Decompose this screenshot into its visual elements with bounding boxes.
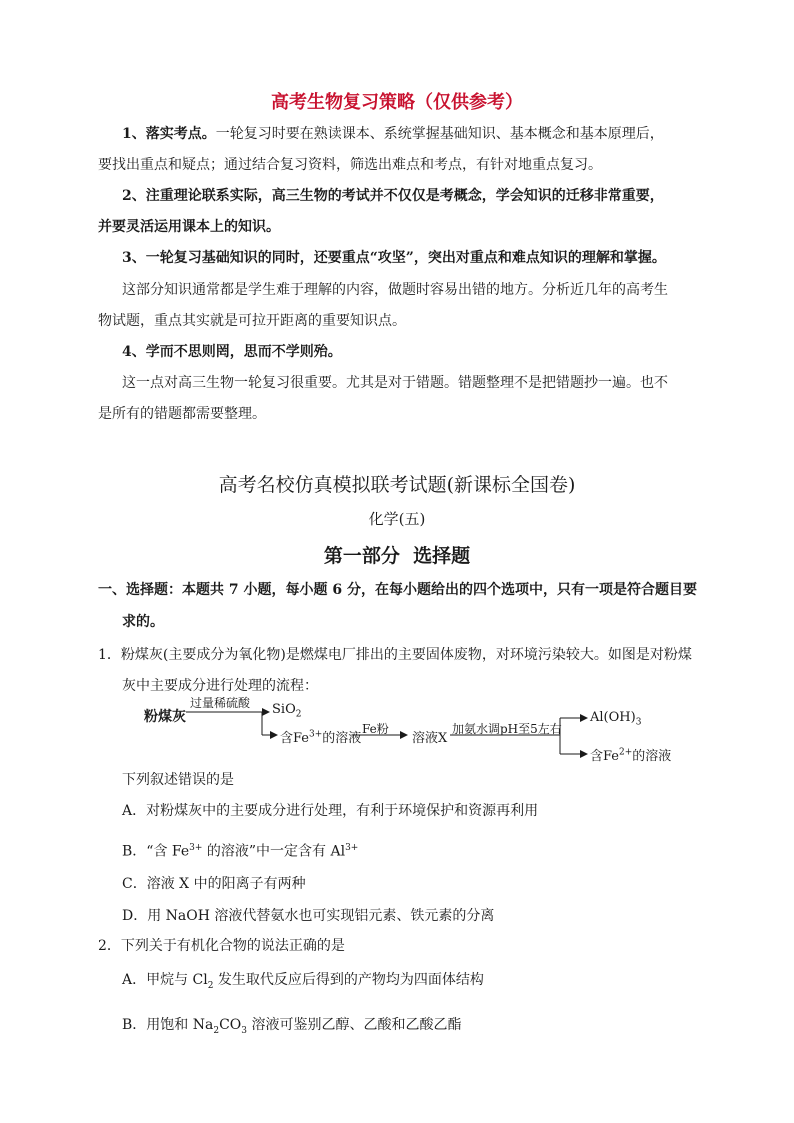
p3-line-2: 这部分知识通常都是学生难于理解的内容，做题时容易出错的地方。分析近几年的高考生 xyxy=(122,282,668,298)
flow-solution-x-label: 溶液X xyxy=(412,731,448,746)
p1-heading: 1、落实考点。 xyxy=(122,126,216,142)
section-instruction-2: 求的。 xyxy=(122,614,164,630)
q2-option-b: B．用饱和 $Na_2CO_3$ 溶液可鉴别乙醇、乙酸和乙酸乙酯 xyxy=(122,1017,462,1036)
q1-option-d: D．用 NaOH 溶液代替氨水也可实现铝元素、铁元素的分离 xyxy=(122,908,495,924)
p2-line-1: 2、注重理论联系实际，高三生物的考试并不仅仅是考概念，学会知识的迁移非常重要， xyxy=(122,188,664,204)
arrowhead xyxy=(580,750,588,758)
strategy-paragraph-1 xyxy=(122,124,664,144)
flow-step1-label: 过量稀硫酸 xyxy=(190,696,251,710)
p3-line-3: 物试题，重点其实就是可拉开距离的重要知识点。 xyxy=(98,313,406,329)
arrowhead xyxy=(400,731,408,739)
q1-prompt: 下列叙述错误的是 xyxy=(122,772,234,788)
q2-stem: 2．下列关于有机化合物的说法正确的是 xyxy=(98,938,345,954)
p2-line-2: 并要灵活运用课本上的知识。 xyxy=(98,219,280,235)
q1-option-c: C．溶液 X 中的阳离子有两种 xyxy=(122,876,306,892)
flow-fe2-solution-label: 含$Fe^{2+}$的溶液 xyxy=(590,747,672,764)
p4-heading: 4、学而不思则罔，思而不学则殆。 xyxy=(122,344,342,360)
flow-sio2-label: SiO$_2$ xyxy=(272,702,302,720)
q1-option-a: A．对粉煤灰中的主要成分进行处理，有利于环境保护和资源再利用 xyxy=(122,803,539,819)
q1-stem-line-2: 灰中主要成分进行处理的流程： xyxy=(122,678,318,694)
exam-part-heading: 第一部分 选择题 xyxy=(323,545,471,567)
p4-line-3: 是所有的错题都需要整理。 xyxy=(98,406,266,422)
flow-step2-label: Fe粉 xyxy=(362,722,389,736)
exam-subject: 化学(五) xyxy=(368,510,426,528)
arrowhead xyxy=(270,731,278,739)
q1-option-b: B．“含 $Fe^{3+}$ 的溶液”中一定含有 $Al^{3+}$ xyxy=(122,843,359,860)
strategy-title: 高考生物复习策略（仅供参考） xyxy=(271,92,523,113)
exam-title: 高考名校仿真模拟联考试题(新课标全国卷) xyxy=(218,474,576,496)
flow-start-label: 粉煤灰 xyxy=(144,709,186,725)
p3-heading: 3、一轮复习基础知识的同时，还要重点“攻坚”，突出对重点和难点知识的理解和掌握。 xyxy=(122,250,666,266)
arrowhead xyxy=(262,708,270,716)
p1-line-2: 要找出重点和疑点；通过结合复习资料，筛选出难点和考点，有针对地重点复习。 xyxy=(98,157,602,173)
section-instruction-1: 一、选择题：本题共 7 小题，每小题 6 分，在每小题给出的四个选项中，只有一项是符合题目要 xyxy=(98,582,697,598)
p4-line-2: 这一点对高三生物一轮复习很重要。尤其是对于错题。错题整理不是把错题抄一遍。也不 xyxy=(122,375,668,391)
p1-text: 一轮复习时要在熟读课本、系统掌握基础知识、基本概念和基本原理后， xyxy=(215,126,664,142)
q1-stem-line-1: 1．粉煤灰(主要成分为氧化物)是燃煤电厂排出的主要固体废物，对环境污染较大。如图是对粉煤 xyxy=(98,647,692,663)
arrowhead xyxy=(580,714,588,722)
q2-option-a: A．甲烷与 $Cl_2$ 发生取代反应后得到的产物均为四面体结构 xyxy=(122,972,484,991)
flow-fe3-solution-label: 含$Fe^{3+}$的溶液 xyxy=(280,729,362,746)
flow-aloh3-label: $Al(OH)_3$ xyxy=(590,710,642,728)
flow-step3-label: 加氨水调pH至5左右 xyxy=(452,722,562,736)
